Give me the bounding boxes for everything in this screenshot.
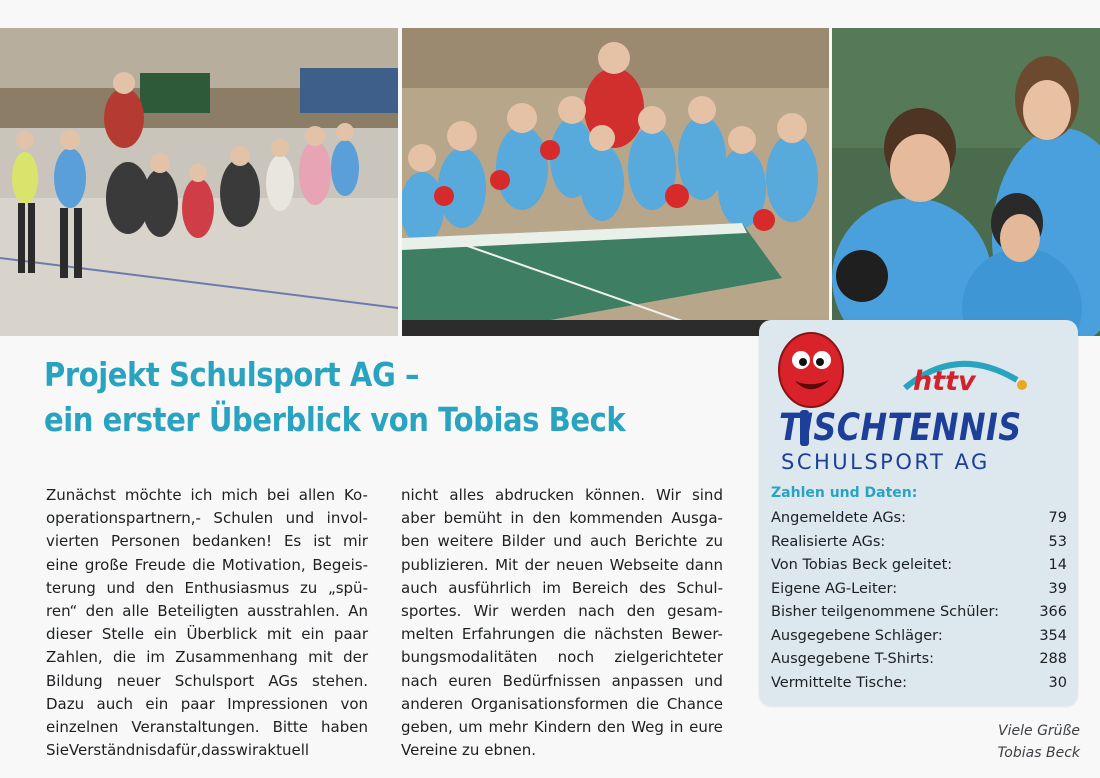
text-line — [46, 739, 368, 762]
photo-strip — [0, 0, 1100, 336]
word: ausführlich — [448, 578, 532, 597]
word: und — [285, 509, 315, 528]
word: ein — [153, 625, 177, 644]
word: ich — [190, 486, 213, 504]
word: ausstrahlen. — [247, 601, 340, 620]
fact-label: Eigene AG-Leiter: — [771, 580, 898, 597]
fact-label: Ausgegebene T-Shirts: — [771, 651, 935, 667]
word: einzelnen — [46, 717, 119, 736]
fact-label: Bisher teilgenommene Schüler: — [771, 604, 1000, 620]
signature-greeting: Viele Grüße — [998, 723, 1080, 739]
word: Bewer- — [671, 625, 723, 644]
word: die — [563, 625, 587, 644]
word: dafür, — [156, 741, 202, 760]
text-line — [401, 484, 723, 507]
word: bungsmodalitäten — [401, 648, 538, 667]
title-line-2: ein erster Überblick von Tobias Beck — [44, 400, 626, 439]
word: Verständnis — [68, 741, 157, 760]
word: zielgerichteter — [614, 648, 723, 667]
word: und — [694, 671, 723, 690]
word: ist — [313, 532, 332, 551]
word: Kindern — [533, 717, 592, 736]
word: Es — [283, 532, 302, 551]
tischtennis-logo — [767, 326, 1067, 478]
word: geben, — [401, 717, 453, 736]
title-line-1: Projekt Schulsport AG – — [44, 355, 420, 394]
word: der — [343, 648, 368, 667]
word: abdrucken — [495, 486, 575, 504]
word: Schulsport — [174, 671, 255, 690]
logo-subtitle: SCHULSPORT AG — [781, 450, 990, 474]
word: mir — [343, 532, 368, 551]
word: auch — [401, 578, 438, 597]
word: Schul- — [676, 578, 723, 597]
word: und — [106, 578, 135, 597]
word: mehr — [488, 717, 528, 736]
word: Organisationsformen — [470, 694, 629, 713]
word: den — [145, 578, 174, 597]
fact-value: 14 — [1048, 557, 1067, 573]
word: ren“ — [46, 601, 78, 620]
text-line — [46, 507, 368, 530]
word: paar — [333, 625, 368, 644]
word: vierten — [46, 532, 100, 551]
word: zu — [705, 532, 723, 551]
word: mit — [308, 648, 333, 667]
word: „spü- — [327, 578, 368, 597]
word: neuen — [556, 555, 604, 574]
word: Webseite — [609, 555, 679, 574]
word: im — [146, 648, 165, 667]
word: die — [636, 694, 659, 713]
word: und — [553, 532, 582, 551]
word: des — [639, 578, 666, 597]
word: neuer — [116, 671, 161, 690]
text-line — [401, 670, 723, 693]
word: mich — [221, 486, 258, 504]
text-line — [401, 577, 723, 600]
word: auch — [590, 532, 627, 551]
facts-list — [771, 507, 1067, 695]
word: Stelle — [101, 625, 145, 644]
fact-row — [771, 554, 1067, 578]
signature-name: Tobias Beck — [997, 745, 1080, 761]
word: werden — [510, 601, 567, 620]
word: dass — [201, 741, 236, 760]
word: den — [626, 601, 656, 620]
word: Zunächst — [46, 486, 116, 504]
fact-value: 79 — [1048, 510, 1067, 526]
text-line — [401, 716, 723, 739]
fact-row — [771, 531, 1067, 555]
word: anderen — [401, 694, 464, 713]
fact-row — [771, 578, 1067, 602]
word: Bilder — [501, 532, 546, 551]
word: aber — [401, 509, 436, 528]
word: invol- — [326, 509, 368, 528]
word: AGs — [268, 671, 298, 690]
word: Veranstaltungen. — [131, 717, 260, 736]
fact-value: 354 — [1039, 627, 1067, 644]
word: operationspartnern,- — [46, 509, 201, 528]
word: den — [597, 717, 626, 736]
word: die — [192, 555, 216, 574]
text-line — [401, 530, 723, 553]
word: Beteiligten — [157, 601, 239, 620]
word: Wir — [656, 486, 681, 504]
word: Dazu — [46, 694, 85, 713]
word: paar — [180, 694, 215, 713]
word: noch — [557, 648, 595, 667]
word: nach — [401, 671, 438, 690]
word: dann — [685, 555, 723, 574]
word: die — [112, 648, 136, 667]
text-line — [46, 716, 368, 739]
word: Wir — [473, 601, 499, 620]
fact-value: 366 — [1039, 604, 1067, 620]
word: nach — [578, 601, 615, 620]
word: wir — [235, 741, 259, 760]
text-line — [401, 554, 723, 577]
fact-row — [771, 625, 1067, 649]
text-line — [46, 554, 368, 577]
word: euren — [448, 671, 492, 690]
fact-value: 288 — [1039, 651, 1067, 667]
text-line — [401, 507, 723, 530]
text-line — [46, 530, 368, 553]
fact-label: Angemeldete AGs: — [771, 510, 906, 526]
text-line — [46, 484, 368, 507]
word: gesam- — [667, 601, 723, 620]
word: ein — [301, 625, 325, 644]
text-line — [401, 693, 723, 716]
word: Motivation, — [221, 555, 306, 574]
word: Bedürfnissen — [502, 671, 601, 690]
word: Vereine zu ebnen. — [401, 741, 536, 760]
word: terung — [46, 578, 96, 597]
word: im — [542, 578, 561, 597]
word: Überblick — [186, 625, 258, 644]
word: Zahlen, — [46, 648, 103, 667]
word: alle — [122, 601, 150, 620]
signature — [997, 720, 1080, 764]
word: können. — [585, 486, 645, 504]
text-line — [46, 670, 368, 693]
word: sind — [691, 486, 723, 504]
article-title — [44, 352, 625, 442]
word: An — [348, 601, 368, 620]
word: eine — [46, 555, 79, 574]
fact-row — [771, 507, 1067, 531]
word: Ko- — [343, 486, 368, 504]
logo-title: TISCHTENNIS — [779, 406, 1022, 449]
body-column-1 — [46, 484, 368, 762]
text-line — [46, 693, 368, 716]
word: alles — [449, 486, 484, 504]
word: mit — [266, 625, 292, 644]
word: den — [85, 601, 114, 620]
text-line — [401, 646, 723, 669]
word: allen — [298, 486, 336, 504]
word: Berichte — [634, 532, 698, 551]
word: Sie — [46, 741, 69, 760]
word: Weg — [631, 717, 664, 736]
fact-value: 30 — [1048, 674, 1067, 691]
word: bemüht — [443, 509, 502, 528]
word: möchte — [124, 486, 182, 504]
word: melten — [401, 625, 454, 644]
text-line — [401, 623, 723, 646]
word: ein — [145, 694, 169, 713]
text-line — [46, 600, 368, 623]
word: Zusammenhang — [175, 648, 298, 667]
word: Personen — [111, 532, 181, 551]
fact-label: Von Tobias Beck geleitet: — [771, 557, 953, 573]
facts-heading: Zahlen und Daten: — [771, 485, 918, 501]
text-line — [46, 623, 368, 646]
word: Impressionen — [227, 694, 329, 713]
word: Ausga- — [671, 509, 723, 528]
word: Begeis- — [312, 555, 368, 574]
body-column-2 — [401, 484, 723, 762]
fact-label: Realisierte AGs: — [771, 533, 886, 550]
word: ben — [401, 532, 430, 551]
word: eure — [689, 717, 723, 736]
word: anpassen — [611, 671, 684, 690]
text-line — [46, 577, 368, 600]
word: Bitte — [272, 717, 309, 736]
word: Erfahrungen — [461, 625, 555, 644]
fact-label: Ausgegebene Schläger: — [771, 627, 943, 644]
word: Mit — [495, 555, 519, 574]
fact-value: 53 — [1048, 533, 1067, 550]
fact-row — [771, 601, 1067, 625]
word: große — [84, 555, 129, 574]
photo-kids-at-table — [402, 28, 829, 336]
word: Bildung — [46, 671, 103, 690]
text-line — [46, 646, 368, 669]
fact-value: 39 — [1048, 580, 1067, 597]
word: dieser — [46, 625, 93, 644]
word: Bereich — [571, 578, 629, 597]
word: den — [532, 509, 561, 528]
word: aktuell — [258, 741, 310, 760]
word: Schulen — [213, 509, 274, 528]
word: stehen. — [312, 671, 368, 690]
word: kommenden — [569, 509, 663, 528]
word: Freude — [134, 555, 186, 574]
word: weitere — [437, 532, 494, 551]
fact-row — [771, 672, 1067, 696]
word: nicht — [401, 486, 439, 504]
photo-kids-closeup — [832, 28, 1100, 336]
word: der — [524, 555, 550, 574]
fact-label: Vermittelte Tische: — [771, 674, 908, 691]
fact-row — [771, 648, 1067, 672]
word: bedanken! — [192, 532, 272, 551]
word: bei — [266, 486, 290, 504]
word: auch — [96, 694, 133, 713]
word: publizieren. — [401, 555, 489, 574]
text-line — [401, 600, 723, 623]
word: sportes. — [401, 601, 462, 620]
word: in — [510, 509, 524, 528]
text-line — [401, 739, 723, 762]
word: nächsten — [594, 625, 664, 644]
word: zu — [299, 578, 318, 597]
word: Chance — [666, 694, 723, 713]
info-box — [759, 320, 1078, 706]
word: in — [669, 717, 684, 736]
word: Enthusiasmus — [184, 578, 290, 597]
word: haben — [321, 717, 368, 736]
logo-brand-text: httv — [913, 366, 976, 397]
word: von — [340, 694, 368, 713]
photo-gym-group — [0, 28, 398, 336]
word: um — [458, 717, 483, 736]
